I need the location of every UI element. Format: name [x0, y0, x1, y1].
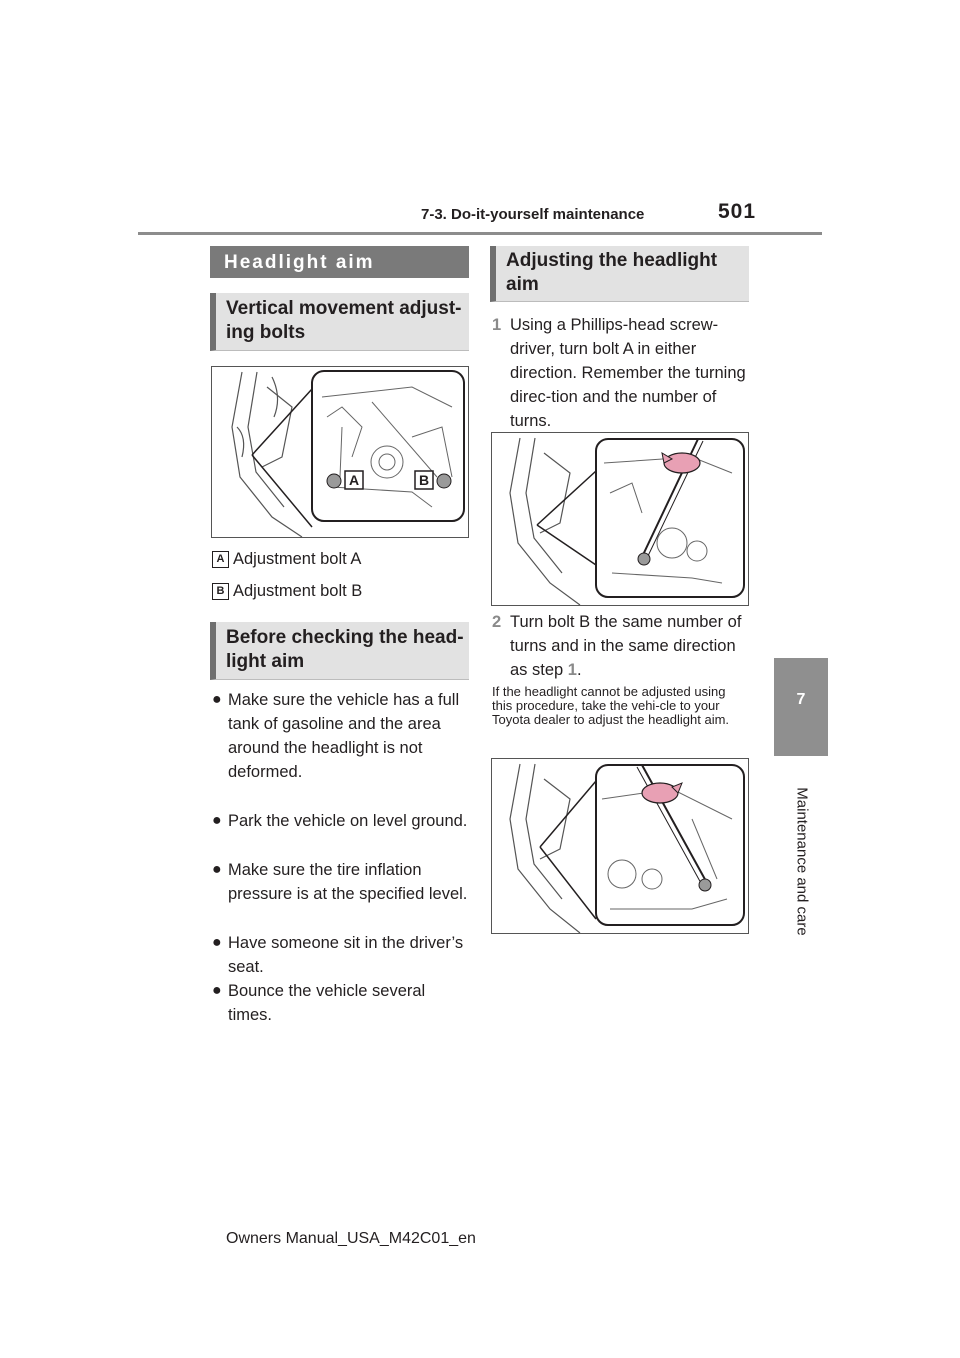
header-divider — [138, 232, 822, 235]
vertical-bolts-title: Vertical movement adjust-ing bolts — [226, 298, 462, 343]
bolt-b-illustration — [492, 759, 748, 933]
step-reference: 1 — [567, 661, 577, 679]
page-number: 501 — [718, 200, 757, 223]
step-2-text: Turn bolt B the same number of turns and in the same direction as step 1. — [510, 613, 742, 679]
before-checking-heading — [210, 622, 469, 680]
engine-bay-illustration — [212, 367, 468, 537]
list-item: ● Bounce the vehicle several times. — [212, 979, 470, 1027]
step-1-number: 1 — [492, 316, 502, 334]
turn-bolt-a-figure — [491, 432, 749, 606]
bolt-location-figure — [211, 366, 469, 538]
turn-bolt-b-figure — [491, 758, 749, 934]
list-item: ● Make sure the tire inflation pressure is at the specified level. — [212, 858, 470, 906]
chapter-number: 7 — [796, 691, 806, 708]
legend-item-b — [212, 579, 362, 603]
section-reference: 7-3. Do-it-yourself maintenance — [421, 206, 645, 223]
step-1-text: Using a Phillips-head screw-driver, turn bolt A in either direction. Remember the turning direc-tion and the number of turns. — [510, 316, 746, 430]
adjustment-note: If the headlight cannot be adjusted using this procedure, take the vehi-cle to your Toyota dealer to adjust the headlight aim. — [492, 684, 730, 727]
adjusting-aim-heading — [490, 246, 749, 302]
bullet-icon: ● — [212, 861, 222, 878]
rotation-arrow-icon — [664, 453, 700, 473]
list-item: ● Park the vehicle on level ground. — [212, 809, 470, 833]
bullet-icon: ● — [212, 812, 222, 829]
headlight-aim-title: Headlight aim — [224, 252, 375, 273]
legend-key-a: A — [212, 551, 229, 568]
callout-b-label: B — [418, 472, 430, 488]
before-checking-title: Before checking the head-light aim — [226, 627, 464, 672]
list-item: ● Make sure the vehicle has a full tank of gasoline and the area around the headlight is not deformed. — [212, 688, 470, 784]
adjusting-aim-title: Adjusting the headlight aim — [506, 250, 718, 295]
list-item: ● Have someone sit in the driver’s seat. — [212, 931, 470, 979]
legend-key-b: B — [212, 583, 229, 600]
bullet-icon: ● — [212, 691, 222, 708]
legend-item-a — [212, 547, 361, 571]
legend-text-a: Adjustment bolt A — [233, 550, 362, 568]
vertical-bolts-heading — [210, 293, 469, 351]
rotation-arrow-icon — [642, 783, 678, 803]
bolt-a-illustration — [492, 433, 748, 605]
step-2 — [492, 610, 754, 682]
headlight-aim-heading — [210, 246, 469, 278]
step-2-number: 2 — [492, 613, 502, 631]
bullet-icon: ● — [212, 982, 222, 999]
chapter-title: Maintenance and care — [793, 787, 811, 936]
bullet-icon: ● — [212, 934, 222, 951]
step-1 — [492, 313, 754, 433]
legend-text-b: Adjustment bolt B — [233, 582, 363, 600]
callout-a-label: A — [348, 472, 360, 488]
manual-id: Owners Manual_USA_M42C01_en — [226, 1230, 476, 1247]
